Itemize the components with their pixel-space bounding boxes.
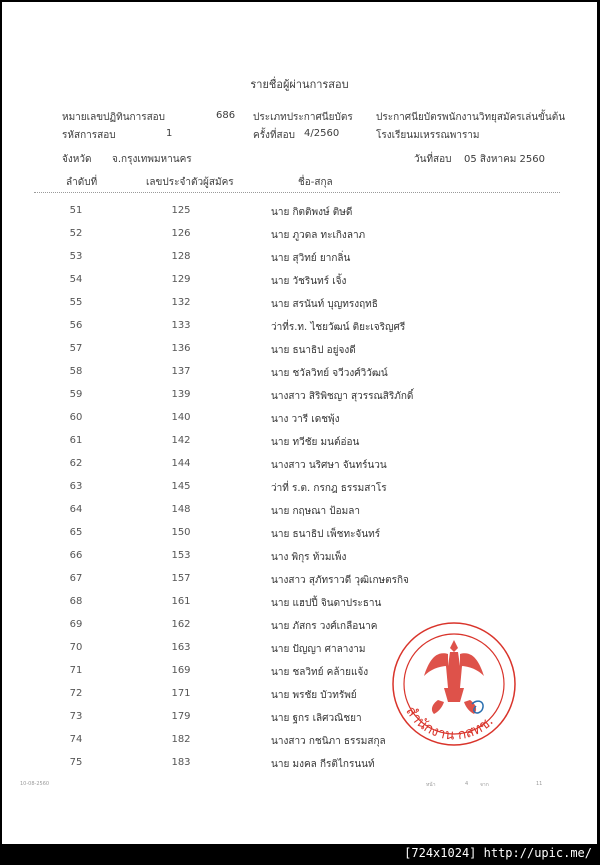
name-cell: นางสาว กชนิภา ธรรมสกุล xyxy=(271,736,386,747)
table-row xyxy=(2,205,597,229)
id-cell: 142 xyxy=(171,435,191,446)
id-cell: 183 xyxy=(171,757,191,768)
id-cell: 162 xyxy=(171,619,191,630)
footer-page-number: 4 xyxy=(465,781,469,787)
order-cell: 54 xyxy=(69,274,83,285)
venue: โรงเรียนมเหรรณพาราม xyxy=(376,130,480,141)
table-row xyxy=(2,596,597,620)
name-cell: นาย ทวีชัย มนต์อ่อน xyxy=(271,437,360,448)
table-row xyxy=(2,320,597,344)
table-row xyxy=(2,757,597,781)
id-cell: 126 xyxy=(171,228,191,239)
order-cell: 61 xyxy=(69,435,83,446)
name-cell: นาย มงคล กีรติไกรนนท์ xyxy=(271,759,375,770)
column-header-name: ชื่อ-สกุล xyxy=(298,177,333,188)
name-cell: นาง พิกุร ท้วมเพ็ง xyxy=(271,552,347,563)
round-label: ครั้งที่สอบ xyxy=(253,130,295,141)
name-cell: นางสาว สุภัทราวดี วุฒิเกษตรกิจ xyxy=(271,575,409,586)
type-label: ประเภทประกาศนียบัตร xyxy=(253,112,353,123)
id-cell: 169 xyxy=(171,665,191,676)
document-title: รายชื่อผู้ผ่านการสอบ xyxy=(250,78,349,91)
table-row xyxy=(2,435,597,459)
id-cell: 144 xyxy=(171,458,191,469)
name-cell: นาย ธนาธิป เพ็ชทะจันทร์ xyxy=(271,529,381,540)
order-cell: 69 xyxy=(69,619,83,630)
id-cell: 129 xyxy=(171,274,191,285)
id-cell: 136 xyxy=(171,343,191,354)
order-cell: 55 xyxy=(69,297,83,308)
order-cell: 57 xyxy=(69,343,83,354)
id-cell: 145 xyxy=(171,481,191,492)
order-cell: 68 xyxy=(69,596,83,607)
id-cell: 179 xyxy=(171,711,191,722)
order-cell: 67 xyxy=(69,573,83,584)
order-cell: 60 xyxy=(69,412,83,423)
table-row xyxy=(2,458,597,482)
round-value: 4/2560 xyxy=(304,128,340,139)
order-cell: 64 xyxy=(69,504,83,515)
name-cell: นางสาว สิริพิชญา สุวรรณสิริภักดิ์ xyxy=(271,391,414,402)
province-value: จ.กรุงเทพมหานคร xyxy=(112,154,192,165)
id-cell: 163 xyxy=(171,642,191,653)
svg-text:สำนักงาน กสทช.: สำนักงาน กสทช. xyxy=(402,703,497,744)
order-cell: 72 xyxy=(69,688,83,699)
name-cell: นาย พรชัย บัวทรัพย์ xyxy=(271,690,357,701)
table-row xyxy=(2,274,597,298)
order-cell: 65 xyxy=(69,527,83,538)
type-value: ประกาศนียบัตรพนักงานวิทยุสมัครเล่นขั้นต้น xyxy=(376,112,566,123)
province-label: จังหวัด xyxy=(62,154,92,165)
table-row xyxy=(2,343,597,367)
exam-code-value: 1 xyxy=(166,128,173,139)
name-cell: นาย สุวิทย์ ยากลิ่น xyxy=(271,253,351,264)
order-cell: 66 xyxy=(69,550,83,561)
order-cell: 71 xyxy=(69,665,83,676)
table-row xyxy=(2,527,597,551)
table-row xyxy=(2,550,597,574)
id-cell: 139 xyxy=(171,389,191,400)
order-cell: 59 xyxy=(69,389,83,400)
name-cell: นาย กิตติพงษ์ ติษดี xyxy=(271,207,353,218)
table-row xyxy=(2,297,597,321)
name-cell: ว่าที่ ร.ต. กรกฎ ธรรมสาโร xyxy=(271,483,387,494)
exam-date-label: วันที่สอบ xyxy=(414,154,452,165)
table-row xyxy=(2,228,597,252)
footer-date: 10-08-2560 xyxy=(20,781,50,787)
footer-of-label: จาก xyxy=(480,782,489,788)
id-cell: 182 xyxy=(171,734,191,745)
name-cell: นาย ภัสกร วงศ์เกลือนาค xyxy=(271,621,378,632)
name-cell: นาย ชวัลวิทย์ จวีวงศ์วิวัฒน์ xyxy=(271,368,388,379)
order-cell: 58 xyxy=(69,366,83,377)
order-cell: 51 xyxy=(69,205,83,216)
license-no-value: 686 xyxy=(216,110,236,121)
header-divider xyxy=(34,192,560,193)
name-cell: นาย ธนาธิป อยู่จงดี xyxy=(271,345,356,356)
name-cell: นาย วัชรินทร์ เจิ้ง xyxy=(271,276,347,287)
license-no-label: หมายเลขปฏิทินการสอบ xyxy=(62,112,166,123)
name-cell: นาย กฤษณา ป้อมลา xyxy=(271,506,360,517)
exam-date-value: 05 สิงหาคม 2560 xyxy=(464,154,546,165)
id-cell: 125 xyxy=(171,205,191,216)
image-host-watermark: [724x1024] http://upic.me/ xyxy=(404,846,592,860)
id-cell: 128 xyxy=(171,251,191,262)
order-cell: 63 xyxy=(69,481,83,492)
id-cell: 171 xyxy=(171,688,191,699)
order-cell: 73 xyxy=(69,711,83,722)
order-cell: 75 xyxy=(69,757,83,768)
order-cell: 52 xyxy=(69,228,83,239)
table-row xyxy=(2,389,597,413)
id-cell: 133 xyxy=(171,320,191,331)
name-cell: นาย ปัญญา ศาลางาม xyxy=(271,644,366,655)
name-cell: นางสาว นริศษา จันทร์นวน xyxy=(271,460,387,471)
id-cell: 137 xyxy=(171,366,191,377)
table-row xyxy=(2,412,597,436)
garuda-seal-stamp-icon xyxy=(390,620,518,748)
name-cell: ว่าที่ร.ท. ไชยวัฒน์ ติยะเจริญศรี xyxy=(271,322,406,333)
table-row xyxy=(2,504,597,528)
order-cell: 74 xyxy=(69,734,83,745)
id-cell: 161 xyxy=(171,596,191,607)
name-cell: นาย ชลวิทย์ คล้ายแจ้ง xyxy=(271,667,369,678)
name-cell: นาย ฐกร เลิศวณิชยา xyxy=(271,713,362,724)
column-header-applicant-id: เลขประจำตัวผู้สมัคร xyxy=(146,177,234,188)
column-header-order: ลำดับที่ xyxy=(66,177,98,188)
id-cell: 153 xyxy=(171,550,191,561)
document-page xyxy=(2,2,597,844)
name-cell: นาย ภูวดล ทะเกิงลาภ xyxy=(271,230,366,241)
exam-code-label: รหัสการสอบ xyxy=(62,130,116,141)
order-cell: 56 xyxy=(69,320,83,331)
name-cell: นาง วารี เดชพุ้ง xyxy=(271,414,340,425)
id-cell: 150 xyxy=(171,527,191,538)
id-cell: 132 xyxy=(171,297,191,308)
table-row xyxy=(2,366,597,390)
table-row xyxy=(2,251,597,275)
order-cell: 62 xyxy=(69,458,83,469)
id-cell: 140 xyxy=(171,412,191,423)
table-row xyxy=(2,573,597,597)
name-cell: นาย แฮปปี้ จินดาประธาน xyxy=(271,598,382,609)
id-cell: 148 xyxy=(171,504,191,515)
name-cell: นาย สรนันท์ บุญทรงฤทธิ xyxy=(271,299,378,310)
footer-page-label: หน้า xyxy=(426,782,436,788)
order-cell: 53 xyxy=(69,251,83,262)
footer-total-pages: 11 xyxy=(536,781,543,787)
order-cell: 70 xyxy=(69,642,83,653)
table-row xyxy=(2,481,597,505)
id-cell: 157 xyxy=(171,573,191,584)
